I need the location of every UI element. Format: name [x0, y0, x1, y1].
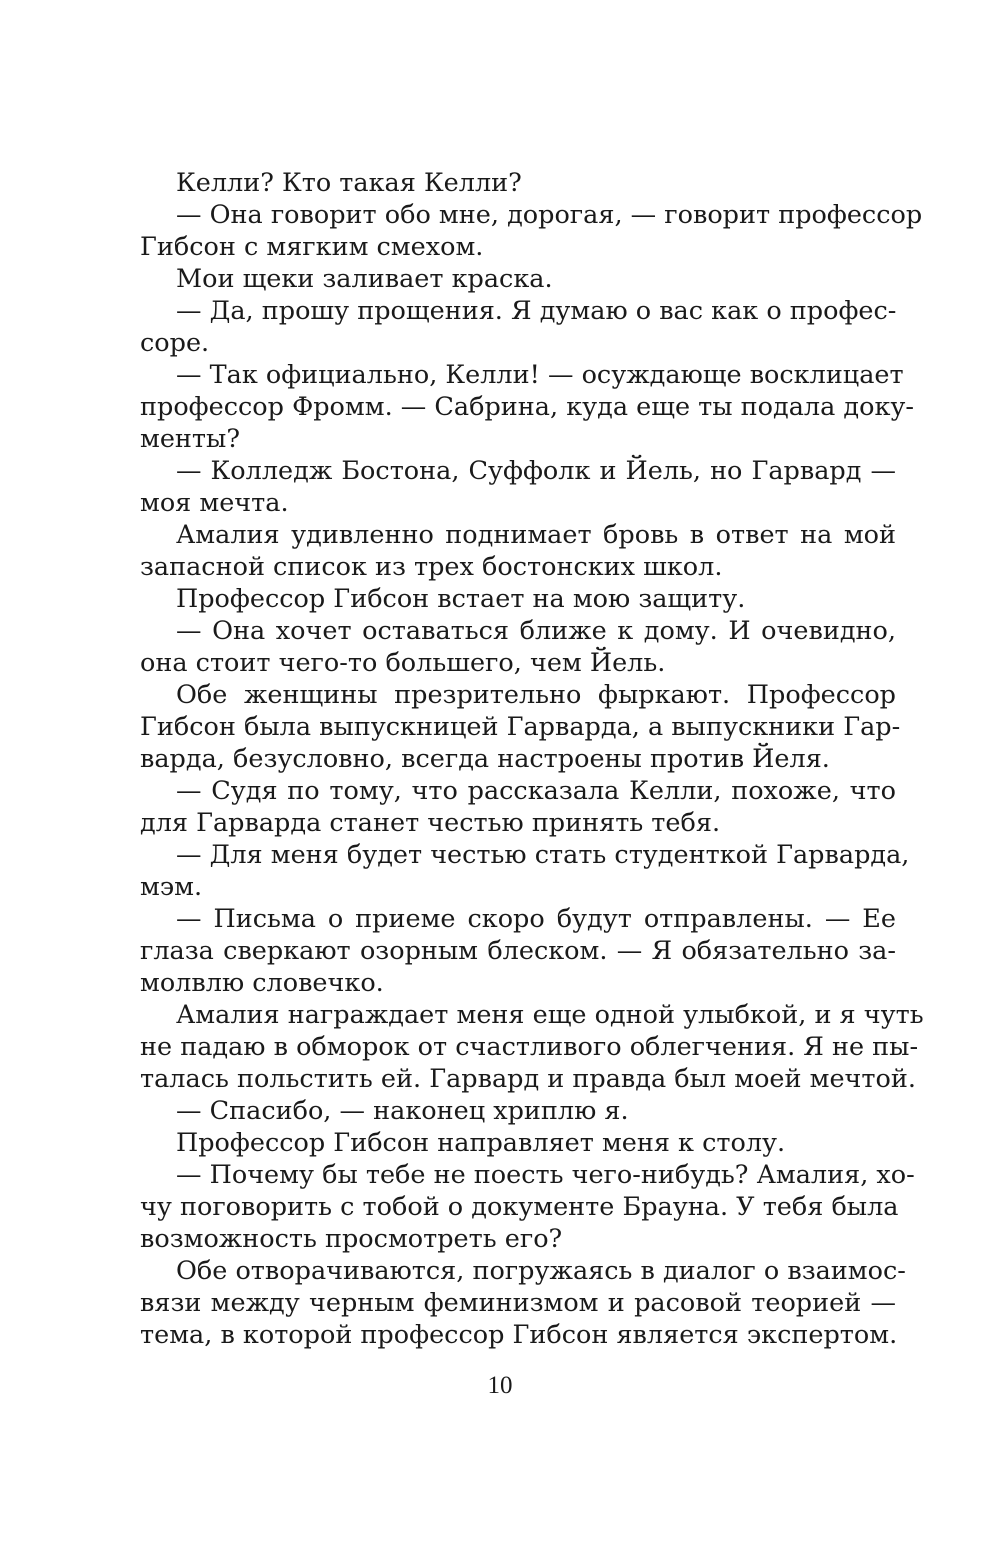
text-line: менты? — [140, 424, 240, 454]
text-line: Гибсон с мягким смехом. — [140, 232, 484, 262]
text-line: она стоит чего-то большего, чем Йель. — [140, 648, 666, 678]
text-line: — Она хочет оставаться ближе к дому. И очевидно, — [176, 616, 896, 646]
text-line: варда, безусловно, всегда настроены против Йеля. — [140, 744, 830, 774]
text-line: для Гарварда станет честью принять тебя. — [140, 808, 721, 838]
text-line: — Почему бы тебе не поесть чего-нибудь? Амалия, хо- — [176, 1160, 915, 1190]
text-line: Профессор Гибсон встает на мою защиту. — [176, 584, 746, 614]
text-line: — Да, прошу прощения. Я думаю о вас как о профес- — [176, 296, 897, 326]
text-line: — Письма о приеме скоро будут отправлены. — Ее — [176, 904, 896, 934]
text-line: Обе женщины презрительно фыркают. Профессор — [176, 680, 896, 710]
text-line: возможность просмотреть его? — [140, 1224, 563, 1254]
text-line: — Колледж Бостона, Суффолк и Йель, но Гарвард — — [176, 456, 896, 486]
text-line: — Спасибо, — наконец хриплю я. — [176, 1096, 629, 1126]
text-line: не падаю в обморок от счастливого облегчения. Я не пы- — [140, 1032, 919, 1062]
text-line: — Для меня будет честью стать студенткой Гарварда, — [176, 840, 910, 870]
text-line: — Она говорит обо мне, дорогая, — говорит профессор — [176, 200, 923, 230]
text-line: Мои щеки заливает краска. — [176, 264, 553, 294]
text-line: запасной список из трех бостонских школ. — [140, 552, 723, 582]
text-line: Амалия удивленно поднимает бровь в ответ на мой — [176, 520, 896, 550]
page-number: 10 — [487, 1372, 513, 1399]
text-line: чу поговорить с тобой о документе Брауна. У тебя была — [140, 1192, 899, 1222]
text-line: глаза сверкают озорным блеском. — Я обязательно за- — [140, 936, 896, 966]
text-line: Келли? Кто такая Келли? — [176, 168, 522, 198]
text-line: мэм. — [140, 872, 203, 902]
text-line: молвлю словечко. — [140, 968, 384, 998]
text-line: соре. — [140, 328, 210, 358]
text-line: Обе отворачиваются, погружаясь в диалог о взаимос- — [176, 1256, 906, 1286]
text-line: вязи между черным феминизмом и расовой теорией — — [140, 1288, 896, 1318]
text-line: профессор Фромм. — Сабрина, куда еще ты подала доку- — [140, 392, 915, 422]
text-line: Профессор Гибсон направляет меня к столу. — [176, 1128, 786, 1158]
text-line: талась польстить ей. Гарвард и правда был моей мечтой. — [140, 1064, 916, 1094]
text-line: — Судя по тому, что рассказала Келли, похоже, что — [176, 776, 896, 806]
text-line: Амалия награждает меня еще одной улыбкой, и я чуть — [176, 1000, 924, 1030]
text-line: моя мечта. — [140, 488, 289, 518]
text-line: — Так официально, Келли! — осуждающе восклицает — [176, 360, 904, 390]
text-line: тема, в которой профессор Гибсон является экспертом. — [140, 1320, 898, 1350]
text-line: Гибсон была выпускницей Гарварда, а выпускники Гар- — [140, 712, 901, 742]
page-body-text — [140, 167, 924, 1351]
